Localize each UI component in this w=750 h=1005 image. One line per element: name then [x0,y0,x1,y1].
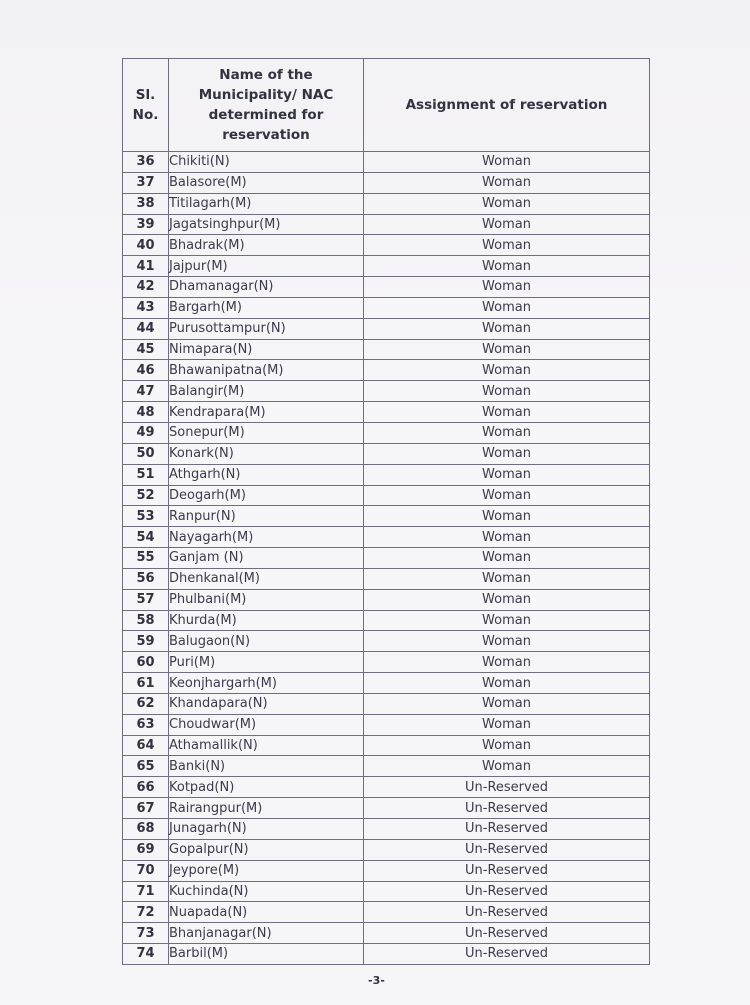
municipality-name-cell: Barbil(M) [169,944,364,965]
municipality-name-cell: Bhawanipatna(M) [169,360,364,381]
municipality-name-cell: Gopalpur(N) [169,839,364,860]
table-row [123,631,650,652]
sl-no-cell: 57 [123,589,169,610]
municipality-name-cell: Dhamanagar(N) [169,277,364,298]
header-name-text: Name of the Municipality/ NAC determined for reservation [198,67,334,143]
table-header-row [123,59,650,152]
table-row [123,256,650,277]
municipality-name-cell: Jeypore(M) [169,860,364,881]
municipality-name-cell: Junagarh(N) [169,819,364,840]
table-row [123,152,650,173]
municipality-name-cell: Khandapara(N) [169,693,364,714]
table-row [123,819,650,840]
municipality-name-cell: Banki(N) [169,756,364,777]
municipality-name-cell: Chikiti(N) [169,152,364,173]
sl-no-cell: 71 [123,881,169,902]
table-row [123,381,650,402]
municipality-name-cell: Phulbani(M) [169,589,364,610]
table-row [123,839,650,860]
municipality-name-cell: Jajpur(M) [169,256,364,277]
table-row [123,923,650,944]
table-row [123,610,650,631]
municipality-name-cell: Dhenkanal(M) [169,568,364,589]
assignment-cell: Woman [364,568,650,589]
municipality-name-cell: Balugaon(N) [169,631,364,652]
sl-no-cell: 63 [123,714,169,735]
sl-no-cell: 39 [123,214,169,235]
municipality-name-cell: Bhanjanagar(N) [169,923,364,944]
table-row [123,297,650,318]
table-row [123,506,650,527]
table-row [123,318,650,339]
table-row [123,860,650,881]
reservation-table [122,58,650,965]
table-row [123,277,650,298]
sl-no-cell: 70 [123,860,169,881]
municipality-name-cell: Kendrapara(M) [169,402,364,423]
sl-no-cell: 48 [123,402,169,423]
municipality-name-cell: Kuchinda(N) [169,881,364,902]
assignment-cell: Woman [364,610,650,631]
sl-no-cell: 60 [123,652,169,673]
assignment-cell: Woman [364,297,650,318]
assignment-cell: Woman [364,756,650,777]
assignment-cell: Woman [364,152,650,173]
header-sl-no-text: Sl. No. [132,87,159,123]
table-row [123,443,650,464]
sl-no-cell: 50 [123,443,169,464]
sl-no-cell: 55 [123,548,169,569]
municipality-name-cell: Athgarh(N) [169,464,364,485]
sl-no-cell: 64 [123,735,169,756]
sl-no-cell: 41 [123,256,169,277]
table-row [123,193,650,214]
assignment-cell: Un-Reserved [364,944,650,965]
assignment-cell: Un-Reserved [364,819,650,840]
header-municipality-name [169,59,364,152]
assignment-cell: Woman [364,172,650,193]
municipality-name-cell: Balangir(M) [169,381,364,402]
municipality-name-cell: Bhadrak(M) [169,235,364,256]
table-row [123,756,650,777]
municipality-name-cell: Kotpad(N) [169,777,364,798]
municipality-name-cell: Keonjhargarh(M) [169,673,364,694]
table-row [123,693,650,714]
table-row [123,235,650,256]
assignment-cell: Woman [364,214,650,235]
assignment-cell: Un-Reserved [364,860,650,881]
assignment-cell: Un-Reserved [364,839,650,860]
sl-no-cell: 54 [123,527,169,548]
municipality-name-cell: Titilagarh(M) [169,193,364,214]
municipality-name-cell: Bargarh(M) [169,297,364,318]
table-row [123,589,650,610]
assignment-cell: Woman [364,693,650,714]
table-row [123,360,650,381]
assignment-cell: Woman [364,631,650,652]
assignment-cell: Un-Reserved [364,777,650,798]
sl-no-cell: 46 [123,360,169,381]
page-number: -3- [368,974,385,987]
assignment-cell: Woman [364,673,650,694]
table-row [123,735,650,756]
municipality-name-cell: Konark(N) [169,443,364,464]
sl-no-cell: 42 [123,277,169,298]
municipality-name-cell: Purusottampur(N) [169,318,364,339]
assignment-cell: Woman [364,235,650,256]
table-row [123,464,650,485]
assignment-cell: Woman [364,735,650,756]
table-row [123,673,650,694]
sl-no-cell: 68 [123,819,169,840]
table-row [123,172,650,193]
municipality-name-cell: Nuapada(N) [169,902,364,923]
sl-no-cell: 73 [123,923,169,944]
municipality-name-cell: Rairangpur(M) [169,798,364,819]
municipality-name-cell: Choudwar(M) [169,714,364,735]
table-row [123,777,650,798]
table-row [123,568,650,589]
table-row [123,485,650,506]
table-row [123,714,650,735]
assignment-cell: Woman [364,527,650,548]
assignment-cell: Woman [364,589,650,610]
sl-no-cell: 66 [123,777,169,798]
table-body [123,152,650,965]
table-row [123,339,650,360]
sl-no-cell: 61 [123,673,169,694]
assignment-cell: Woman [364,360,650,381]
sl-no-cell: 52 [123,485,169,506]
sl-no-cell: 47 [123,381,169,402]
table-row [123,548,650,569]
sl-no-cell: 59 [123,631,169,652]
sl-no-cell: 53 [123,506,169,527]
table-row [123,902,650,923]
municipality-name-cell: Deogarh(M) [169,485,364,506]
assignment-cell: Woman [364,339,650,360]
municipality-name-cell: Sonepur(M) [169,422,364,443]
sl-no-cell: 40 [123,235,169,256]
header-sl-no [123,59,169,152]
sl-no-cell: 65 [123,756,169,777]
table-row [123,422,650,443]
assignment-cell: Woman [364,464,650,485]
table-row [123,527,650,548]
assignment-cell: Woman [364,256,650,277]
sl-no-cell: 45 [123,339,169,360]
municipality-name-cell: Ganjam (N) [169,548,364,569]
assignment-cell: Woman [364,485,650,506]
municipality-name-cell: Nayagarh(M) [169,527,364,548]
sl-no-cell: 67 [123,798,169,819]
header-assignment-text: Assignment of reservation [405,97,608,113]
sl-no-cell: 37 [123,172,169,193]
municipality-name-cell: Jagatsinghpur(M) [169,214,364,235]
sl-no-cell: 62 [123,693,169,714]
municipality-name-cell: Balasore(M) [169,172,364,193]
sl-no-cell: 72 [123,902,169,923]
assignment-cell: Woman [364,443,650,464]
header-assignment [364,59,650,152]
table-row [123,798,650,819]
sl-no-cell: 38 [123,193,169,214]
municipality-name-cell: Ranpur(N) [169,506,364,527]
assignment-cell: Woman [364,714,650,735]
sl-no-cell: 51 [123,464,169,485]
assignment-cell: Woman [364,548,650,569]
sl-no-cell: 44 [123,318,169,339]
assignment-cell: Woman [364,422,650,443]
assignment-cell: Woman [364,381,650,402]
municipality-name-cell: Puri(M) [169,652,364,673]
assignment-cell: Woman [364,277,650,298]
assignment-cell: Woman [364,318,650,339]
sl-no-cell: 74 [123,944,169,965]
assignment-cell: Woman [364,506,650,527]
sl-no-cell: 56 [123,568,169,589]
assignment-cell: Woman [364,652,650,673]
assignment-cell: Un-Reserved [364,923,650,944]
assignment-cell: Un-Reserved [364,881,650,902]
sl-no-cell: 69 [123,839,169,860]
sl-no-cell: 49 [123,422,169,443]
assignment-cell: Un-Reserved [364,798,650,819]
table-row [123,214,650,235]
assignment-cell: Woman [364,193,650,214]
assignment-cell: Woman [364,402,650,423]
municipality-name-cell: Khurda(M) [169,610,364,631]
table-row [123,402,650,423]
assignment-cell: Un-Reserved [364,902,650,923]
sl-no-cell: 58 [123,610,169,631]
municipality-name-cell: Athamallik(N) [169,735,364,756]
table-row [123,944,650,965]
sl-no-cell: 36 [123,152,169,173]
municipality-name-cell: Nimapara(N) [169,339,364,360]
table-row [123,652,650,673]
table-row [123,881,650,902]
sl-no-cell: 43 [123,297,169,318]
